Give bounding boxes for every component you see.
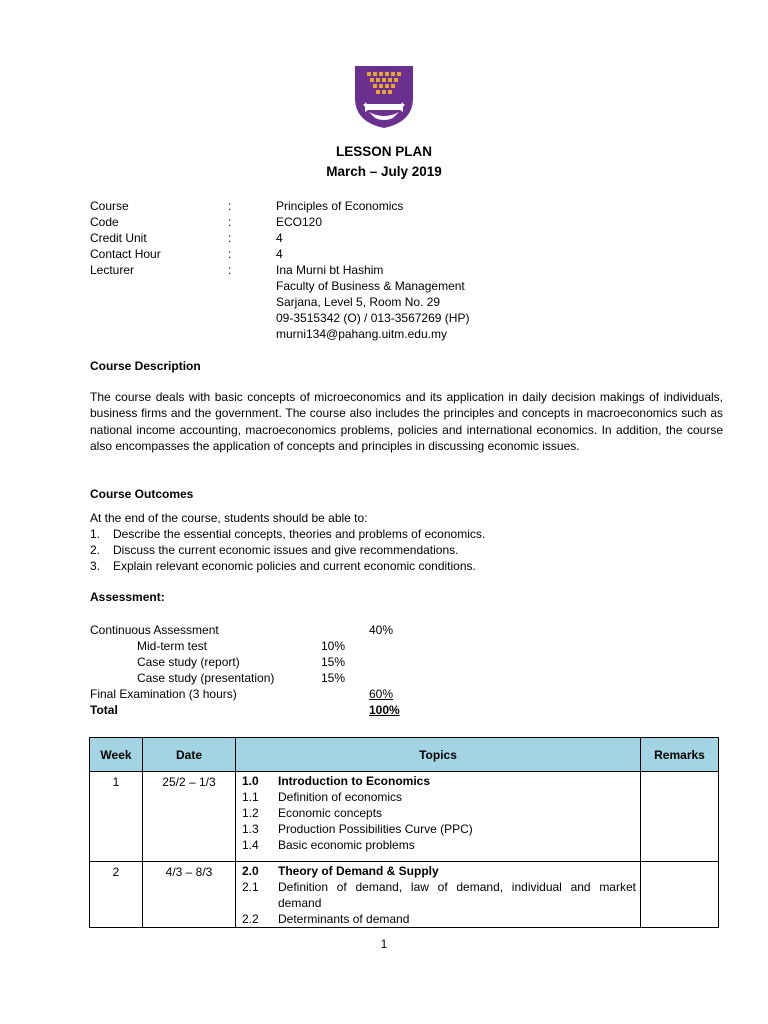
outcome-number: 1. [90,527,101,541]
total-label: Total [90,703,118,717]
info-label: Credit Unit [90,231,147,245]
info-colon: : [228,199,232,213]
assessment-component-value: 15% [321,671,346,685]
assessment-heading: Assessment: [90,590,165,604]
subtopic-text: Determinants of demand [278,912,410,926]
subtopic-text: Definition of economics [278,790,403,804]
lesson-plan-table [89,737,719,928]
header-week: Week [90,738,143,772]
page-number: 1 [380,937,388,951]
outcome-item [90,542,459,558]
document-subtitle: March – July 2019 [326,164,442,179]
header-topics: Topics [236,738,641,772]
info-value: Principles of Economics [276,199,404,213]
assessment-component-label: Case study (presentation) [137,671,275,685]
subtopic [242,805,636,821]
subtopic [242,821,636,837]
subtopic-text: Definition of demand, law of demand, individual and market demand [278,880,636,910]
week-cell: 2 [90,862,143,928]
subtopic-text: Production Possibilities Curve (PPC) [278,822,473,836]
outcome-number: 2. [90,543,101,557]
subtopic-number: 2.2 [242,912,259,926]
subtopic-number: 1.2 [242,806,259,820]
subtopic [242,789,636,805]
topic-number: 1.0 [242,774,259,788]
info-label: Course [90,199,129,213]
info-colon: : [228,215,232,229]
info-label: Code [90,215,119,229]
week-cell: 1 [90,772,143,862]
subtopic-number: 1.1 [242,790,259,804]
lecturer-detail: Faculty of Business & Management [276,279,465,293]
subtopic [242,911,636,927]
info-label: Lecturer [90,263,135,277]
assessment-component-value: 10% [321,639,346,653]
table-row [90,772,719,862]
info-colon: : [228,231,232,245]
course-description-text: The course deals with basic concepts of microeconomics and its application in daily decision makings of individuals, business firms and the government. The course also includes the principles and concepts in macroeconomics such as national income accounting, macroeconomics problems, policies and international economics. In addition, the course also encompasses the application of concepts and principles in discussing economic issues. [90,390,723,454]
subtopic-text: Basic economic problems [278,838,415,852]
info-colon: : [228,263,232,277]
subtopic [242,837,636,853]
course-description-heading: Course Description [90,359,201,373]
remarks-cell [641,862,719,928]
info-value: ECO120 [276,215,323,229]
assessment-component-label: Mid-term test [137,639,208,653]
continuous-assessment-total: 40% [369,623,394,637]
topic-number: 2.0 [242,864,259,878]
topic-title: Introduction to Economics [278,774,430,788]
date-cell: 25/2 – 1/3 [143,772,236,862]
subtopic-number: 1.3 [242,822,259,836]
outcomes-intro: At the end of the course, students should be able to: [90,511,368,525]
total-value: 100% [369,703,400,717]
document-title: LESSON PLAN [335,144,432,159]
subtopic [242,879,636,911]
assessment-component-label: Case study (report) [137,655,240,669]
outcome-text: Discuss the current economic issues and give recommendations. [113,543,459,557]
header-date: Date [143,738,236,772]
topics-cell [236,772,641,862]
outcome-item [90,526,485,542]
lecturer-detail: murni134@pahang.uitm.edu.my [276,327,447,341]
subtopic-number: 1.4 [242,838,259,852]
university-crest-logo [353,64,415,130]
course-outcomes-heading: Course Outcomes [90,487,194,501]
remarks-cell [641,772,719,862]
topic-title: Theory of Demand & Supply [278,864,439,878]
outcome-number: 3. [90,559,101,573]
subtopic-text: Economic concepts [278,806,383,820]
info-value: 4 [276,247,283,261]
continuous-assessment-label: Continuous Assessment [90,623,219,637]
lecturer-detail: 09-3515342 (O) / 013-3567269 (HP) [276,311,470,325]
topics-cell [236,862,641,928]
outcome-item [90,558,476,574]
lecturer-detail: Sarjana, Level 5, Room No. 29 [276,295,441,309]
table-header-row [90,738,719,772]
info-value: Ina Murni bt Hashim [276,263,384,277]
info-colon: : [228,247,232,261]
final-exam-value: 60% [369,687,394,701]
info-value: 4 [276,231,283,245]
date-cell: 4/3 – 8/3 [143,862,236,928]
info-label: Contact Hour [90,247,161,261]
outcome-text: Describe the essential concepts, theories and problems of economics. [113,527,486,541]
outcome-text: Explain relevant economic policies and current economic conditions. [113,559,476,573]
assessment-component-value: 15% [321,655,346,669]
table-row [90,862,719,928]
topic-main [242,773,636,789]
topic-main [242,863,636,879]
subtopic-number: 2.1 [242,880,259,894]
final-exam-label: Final Examination (3 hours) [90,687,237,701]
header-remarks: Remarks [641,738,719,772]
